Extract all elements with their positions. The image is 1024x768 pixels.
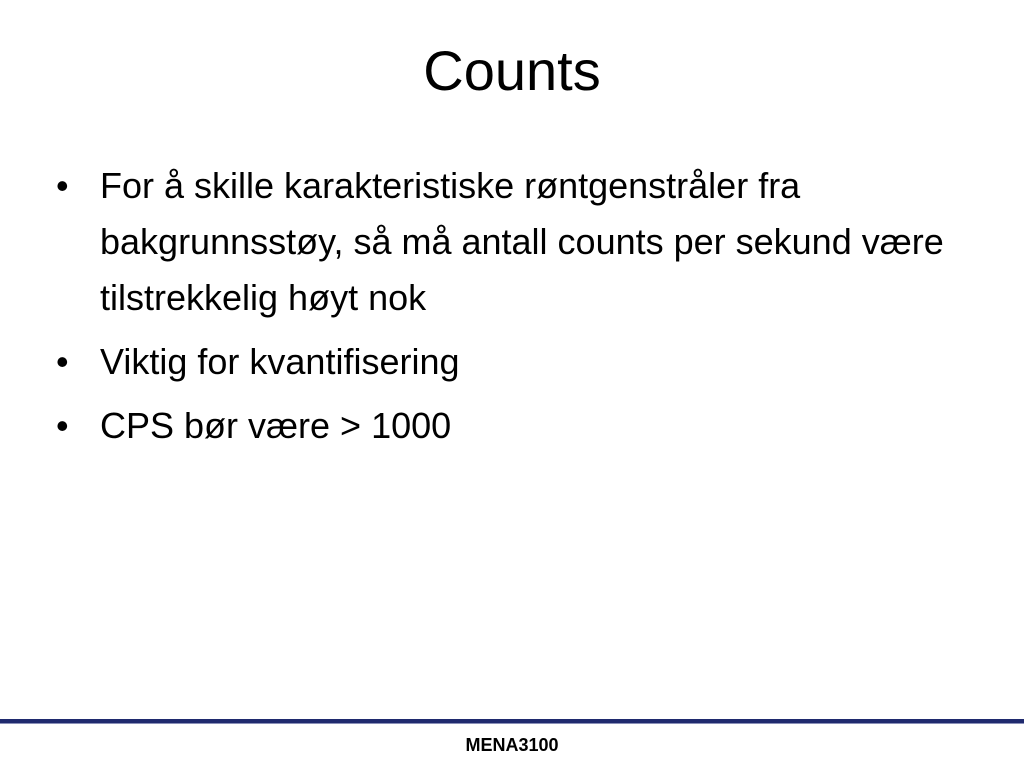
footer-course-code: MENA3100 — [465, 735, 559, 755]
bullet-icon: • — [56, 405, 69, 446]
bullet-item — [56, 398, 976, 454]
bullet-text: CPS bør være > 1000 — [100, 405, 452, 446]
bullet-list — [56, 158, 976, 462]
bullet-text: For å skille karakteristiske røntgenstråler fra bakgrunnsstøy, så må antall counts per sekund være tilstrekkelig høyt nok — [100, 165, 944, 318]
footer-divider — [0, 719, 1024, 724]
bullet-icon: • — [56, 341, 69, 382]
bullet-item — [56, 334, 976, 390]
slide-title: Counts — [423, 39, 601, 102]
bullet-icon: • — [56, 165, 69, 206]
bullet-text: Viktig for kvantifisering — [100, 341, 460, 382]
bullet-item — [56, 158, 976, 326]
